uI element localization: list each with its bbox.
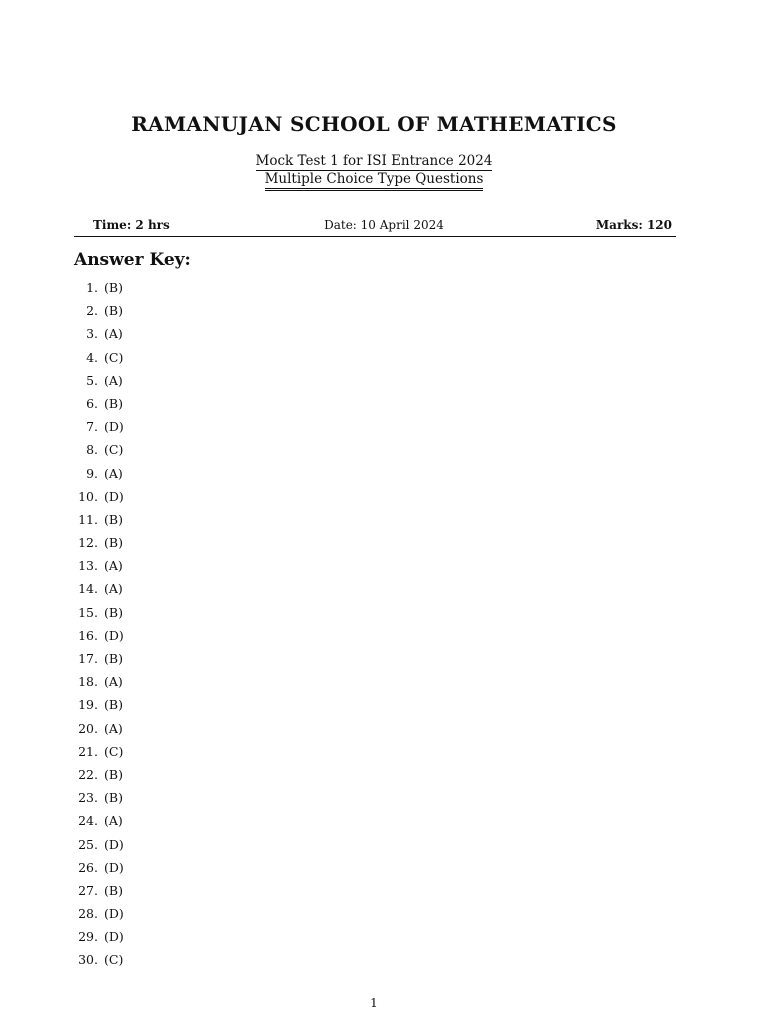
answer-number: 11. (78, 511, 98, 527)
answer-item (74, 557, 124, 580)
answer-number: 8. (86, 442, 98, 458)
page-number: 1 (370, 996, 378, 1010)
answer-number: 16. (78, 627, 98, 643)
answer-choice: (B) (104, 766, 123, 782)
test-name (0, 153, 748, 169)
answer-choice: (A) (104, 674, 123, 690)
answer-choice: (D) (104, 929, 124, 945)
answer-choice: (A) (104, 813, 123, 829)
answer-choice: (B) (104, 697, 123, 713)
answer-choice: (B) (104, 790, 123, 806)
answer-choice: (B) (104, 511, 123, 527)
answer-item (74, 720, 124, 743)
answer-item (74, 279, 124, 302)
answer-number: 19. (78, 697, 98, 713)
answer-number: 13. (78, 558, 98, 574)
answer-number: 7. (86, 419, 98, 435)
answer-item (74, 766, 124, 789)
answer-number: 3. (86, 326, 98, 342)
answer-key-heading: Answer Key: (74, 250, 191, 270)
test-name-text: Mock Test 1 for ISI Entrance 2024 (255, 153, 493, 169)
answer-item (74, 465, 124, 488)
answer-item (74, 372, 124, 395)
answer-item (74, 859, 124, 882)
answer-number: 15. (78, 604, 98, 620)
answer-choice: (B) (104, 280, 123, 295)
answer-choice: (A) (104, 581, 123, 597)
answer-choice: (B) (104, 882, 123, 898)
answer-choice: (A) (104, 720, 123, 736)
answer-choice: (B) (104, 395, 123, 411)
answer-item (74, 580, 124, 603)
answer-item (74, 302, 124, 325)
answer-item (74, 650, 124, 673)
answer-number: 29. (78, 929, 98, 945)
answer-item (74, 951, 124, 974)
answer-number: 25. (78, 836, 98, 852)
answer-number: 10. (78, 488, 98, 504)
answer-choice: (D) (104, 627, 124, 643)
answer-item (74, 905, 124, 928)
answer-item (74, 627, 124, 650)
answer-number: 26. (78, 859, 98, 875)
answer-number: 21. (78, 743, 98, 759)
answer-item (74, 604, 124, 627)
answer-item (74, 696, 124, 719)
answer-item (74, 534, 124, 557)
answer-number: 5. (86, 372, 98, 388)
test-type-text: Multiple Choice Type Questions (265, 171, 484, 191)
answer-item (74, 395, 124, 418)
answer-choice: (D) (104, 488, 124, 504)
exam-marks: Marks: 120 (595, 218, 672, 232)
answer-number: 22. (78, 766, 98, 782)
answer-item (74, 511, 124, 534)
answer-item (74, 743, 124, 766)
answer-item (74, 488, 124, 511)
answer-choice: (B) (104, 303, 123, 319)
answer-number: 27. (78, 882, 98, 898)
answer-item (74, 673, 124, 696)
answer-number: 20. (78, 720, 98, 736)
answer-number: 4. (86, 349, 98, 365)
answer-choice: (D) (104, 859, 124, 875)
answer-choice: (A) (104, 558, 123, 574)
answer-number: 18. (78, 674, 98, 690)
answer-number: 24. (78, 813, 98, 829)
answer-choice: (B) (104, 604, 123, 620)
answer-item (74, 836, 124, 859)
answer-number: 9. (86, 465, 98, 481)
answer-item (74, 349, 124, 372)
answer-number: 12. (78, 535, 98, 551)
answer-choice: (C) (104, 349, 124, 365)
answer-item (74, 418, 124, 441)
exam-date: Date: 10 April 2024 (324, 218, 444, 232)
test-type (0, 171, 748, 187)
answer-number: 1. (86, 280, 98, 295)
answer-item (74, 882, 124, 905)
answer-number: 14. (78, 581, 98, 597)
answer-item (74, 441, 124, 464)
answer-number: 28. (78, 906, 98, 922)
answer-choice: (A) (104, 326, 123, 342)
answer-number: 30. (78, 952, 98, 968)
answer-choice: (B) (104, 535, 123, 551)
answer-choice: (D) (104, 906, 124, 922)
answer-choice: (D) (104, 836, 124, 852)
school-title: RAMANUJAN SCHOOL OF MATHEMATICS (131, 112, 617, 136)
answer-choice: (C) (104, 442, 124, 458)
answer-choice: (D) (104, 419, 124, 435)
answer-item (74, 789, 124, 812)
answer-key-list (74, 279, 124, 975)
answer-number: 6. (86, 395, 98, 411)
answer-item (74, 325, 124, 348)
answer-number: 17. (78, 651, 98, 666)
answer-number: 23. (78, 790, 98, 806)
answer-choice: (B) (104, 651, 123, 666)
answer-item (74, 928, 124, 951)
answer-choice: (A) (104, 372, 123, 388)
answer-item (74, 812, 124, 835)
answer-number: 2. (86, 303, 98, 319)
answer-choice: (C) (104, 952, 124, 968)
exam-time: Time: 2 hrs (93, 218, 170, 232)
answer-choice: (C) (104, 743, 124, 759)
exam-meta-row (74, 218, 676, 237)
answer-choice: (A) (104, 465, 123, 481)
